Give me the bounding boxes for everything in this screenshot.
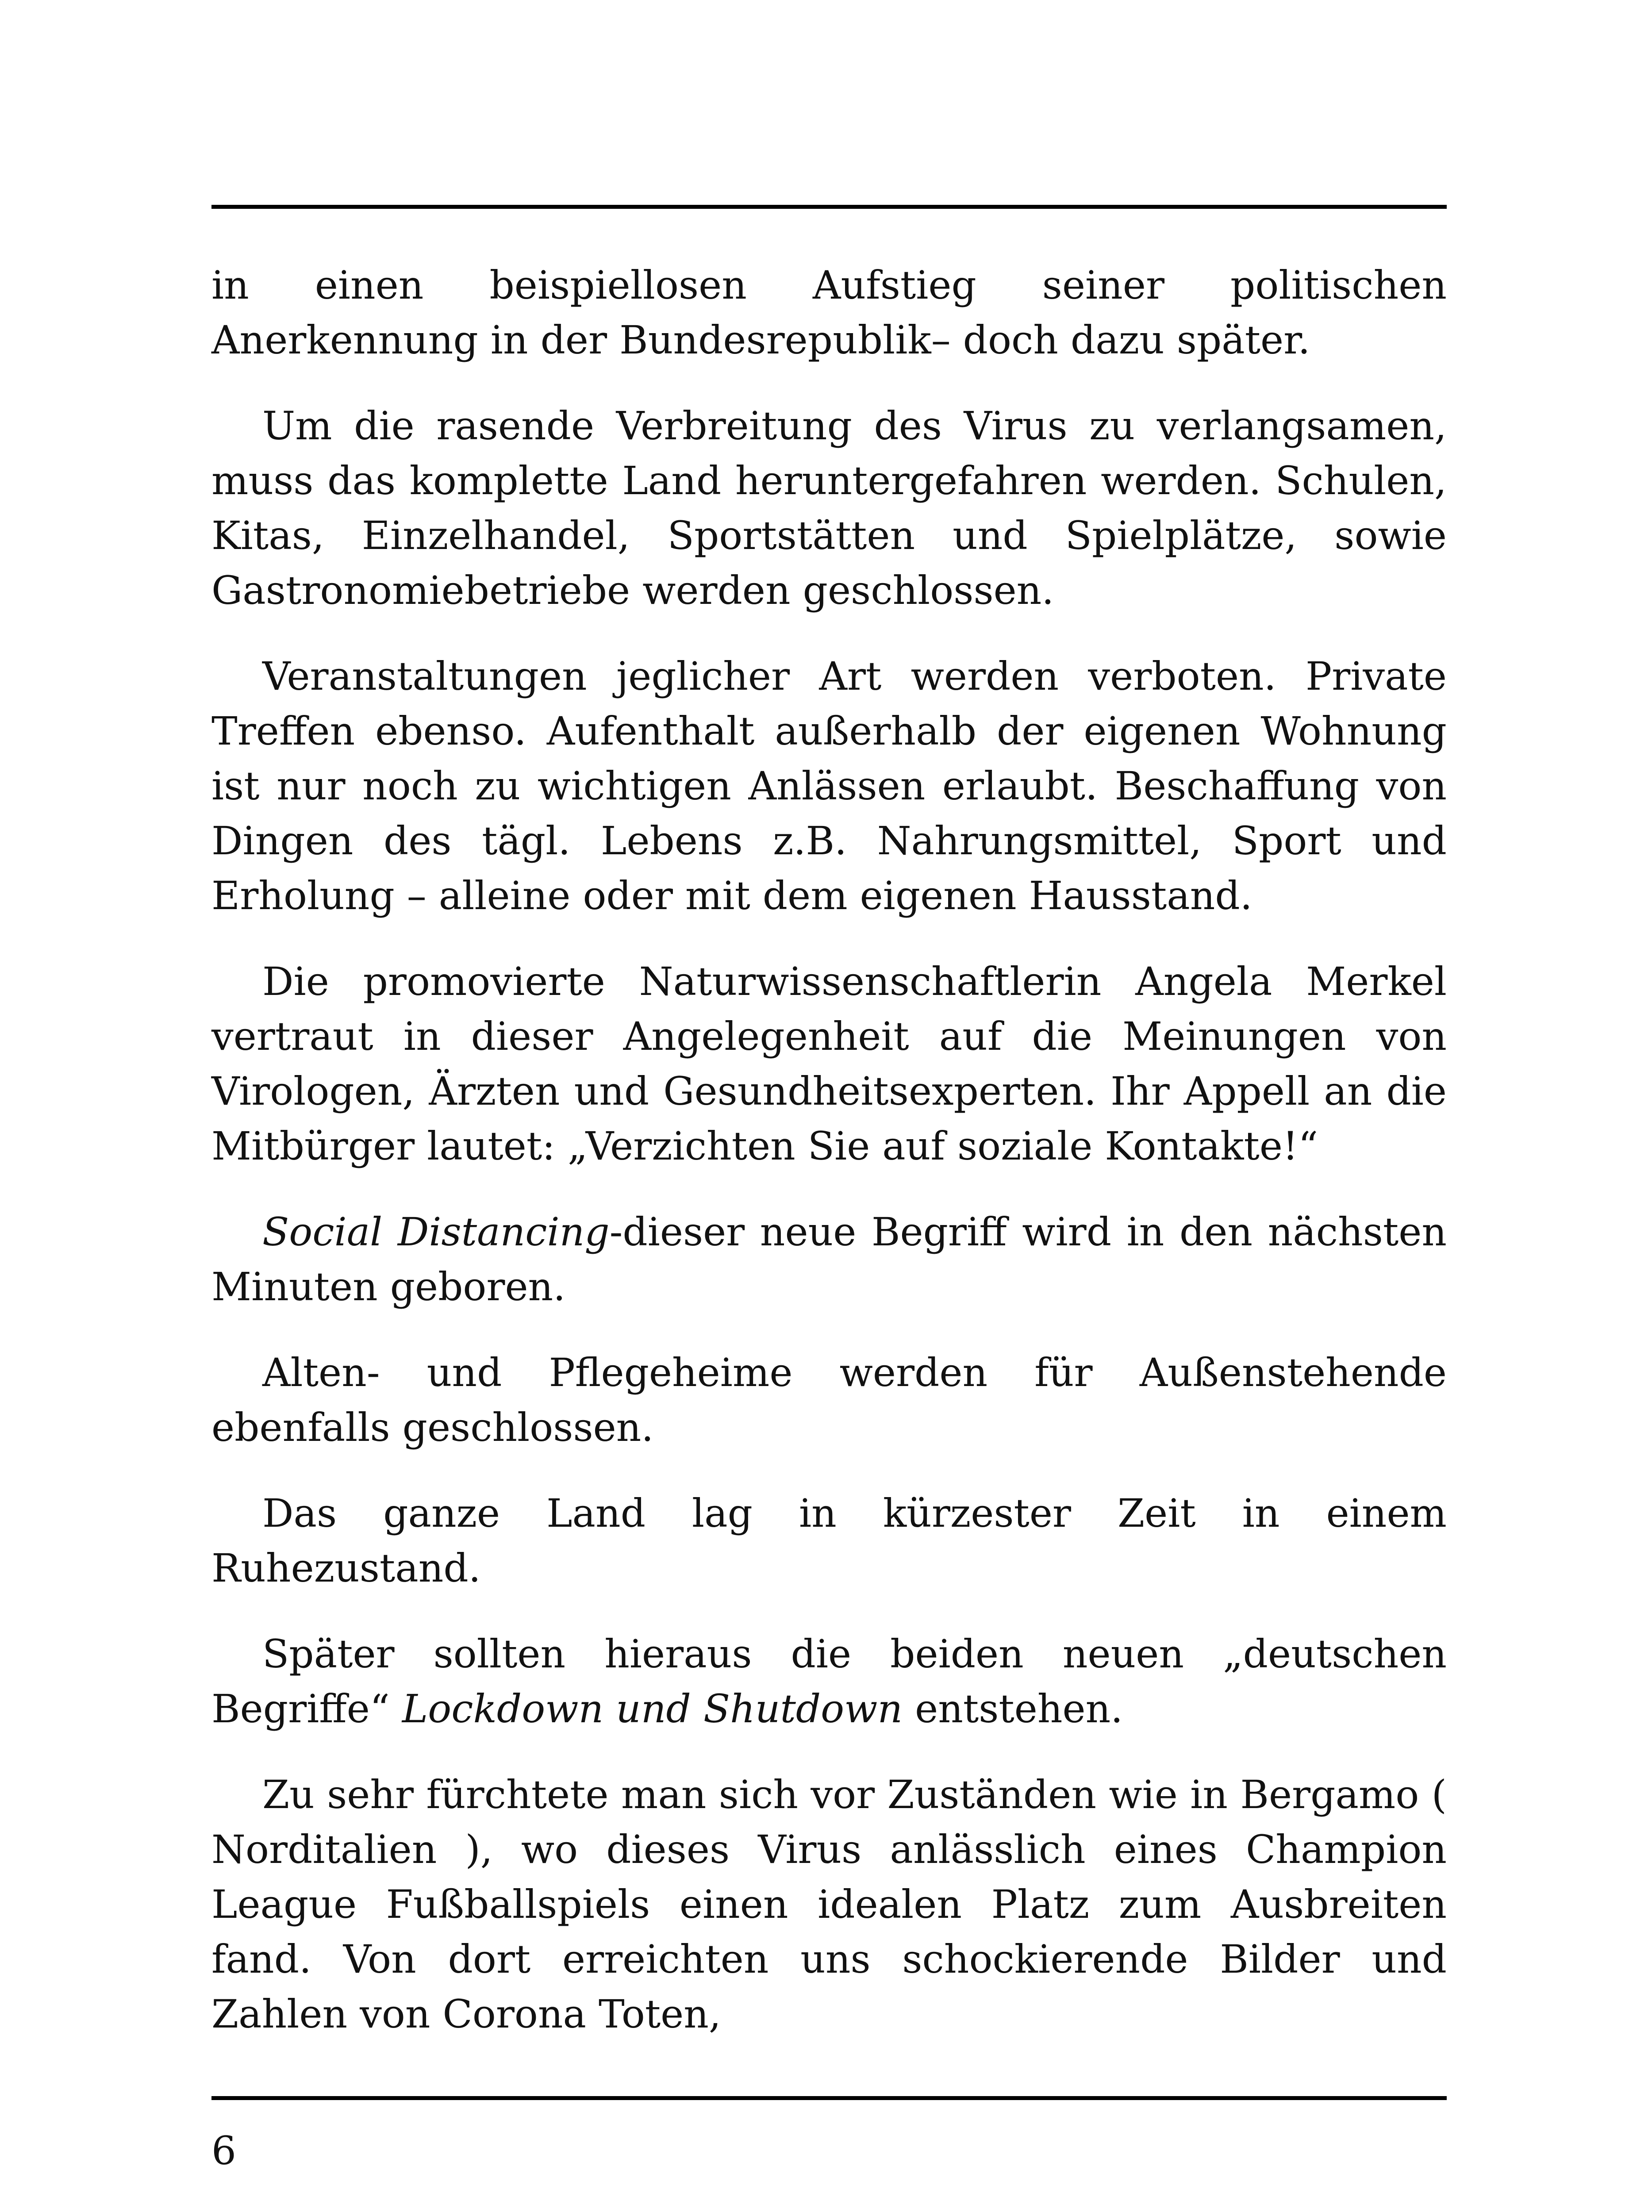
- paragraph: [211, 1205, 1447, 1314]
- paragraph: in einen beispiellosen Aufstieg seiner politischen Anerkennung in der Bundesrepublik– doch dazu später.: [211, 262, 1447, 363]
- page-number: 6: [211, 2128, 236, 2174]
- paragraph-text: entstehen.: [903, 1686, 1123, 1732]
- paragraph: Alten- und Pflegeheime werden für Außenstehende ebenfalls geschlossen.: [211, 1350, 1447, 1450]
- italic-term: Social Distancing: [262, 1209, 610, 1255]
- paragraph-text: -dieser neue Begriff wird in den nächsten Minuten geboren.: [211, 1209, 1447, 1310]
- paragraph: Die promovierte Naturwissenschaftlerin Angela Merkel vertraut in dieser Angelegenheit auf die Meinungen von Virologen, Ärzten und Gesundheitsexperten. Ihr Appell an die Mitbürger lautet: „Verzichten Sie auf soziale Kontakte!“: [211, 959, 1447, 1169]
- paragraph-text: Später sollten hieraus die beiden neuen „deutschen Begriffe“: [211, 1631, 1447, 1732]
- paragraph: Zu sehr fürchtete man sich vor Zuständen wie in Bergamo ( Norditalien ), wo dieses Virus anlässlich eines Champion League Fußballspiels einen idealen Platz zum Ausbreiten fand. Von dort erreichten uns schockierende Bilder und Zahlen von Corona Toten,: [211, 1772, 1447, 2037]
- footer-rule: [211, 2096, 1447, 2100]
- paragraph: Um die rasende Verbreitung des Virus zu verlangsamen, muss das komplette Land heruntergefahren werden. Schulen, Kitas, Einzelhandel, Sportstätten und Spielplätze, sowie Gastronomiebetriebe werden geschlossen.: [211, 403, 1447, 613]
- page-body: [211, 258, 1447, 2042]
- paragraph: Das ganze Land lag in kürzester Zeit in einem Ruhezustand.: [211, 1490, 1447, 1591]
- italic-term: Lockdown und Shutdown: [402, 1686, 903, 1732]
- paragraph: [211, 1627, 1447, 1736]
- paragraph: Veranstaltungen jeglicher Art werden verboten. Private Treffen ebenso. Aufenthalt außerhalb der eigenen Wohnung ist nur noch zu wichtigen Anlässen erlaubt. Beschaffung von Dingen des tägl. Lebens z.B. Nahrungsmittel, Sport und Erholung – alleine oder mit dem eigenen Hausstand.: [211, 653, 1447, 918]
- header-rule: [211, 205, 1447, 209]
